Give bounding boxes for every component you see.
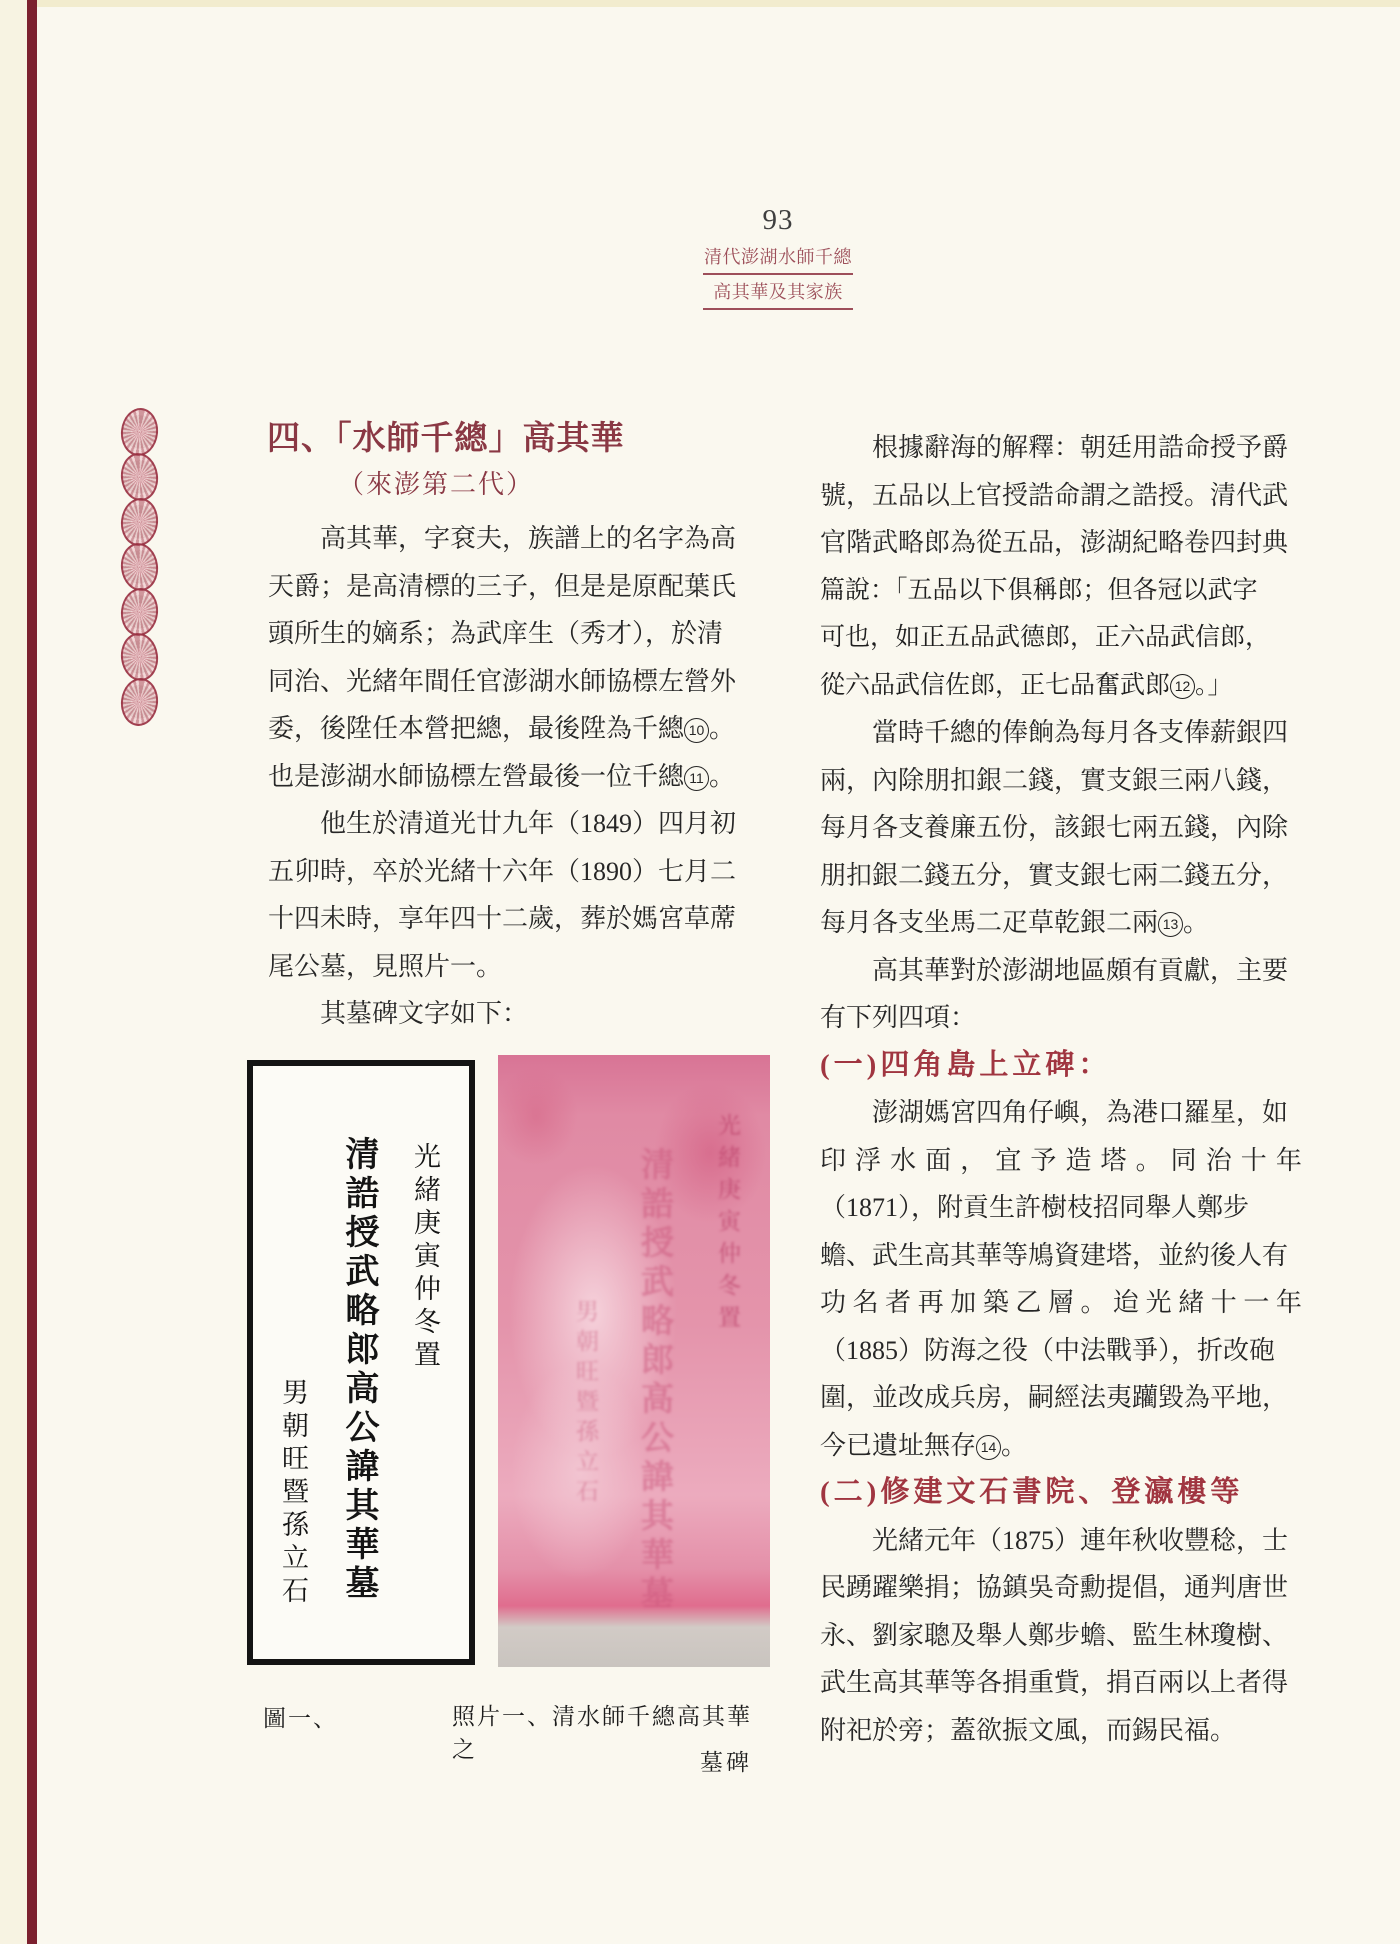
- text-line: 當時千總的俸餉為每月各支俸薪銀四: [820, 718, 1289, 747]
- oval-seal-stamp-icon: [119, 406, 161, 458]
- text-line: 可也，如正五品武德郎，正六品武信郎，: [820, 624, 1271, 651]
- text-line: 官階武略郎為從五品，澎湖紀略卷四封典: [820, 528, 1289, 557]
- photo-faint-inscription-right: 光緒庚寅仲冬置: [715, 1113, 740, 1337]
- running-header-line1: 清代澎湖水師千總: [703, 243, 853, 275]
- tombstone-title-column: 清誥授武略郎高公諱其華墓: [340, 1136, 377, 1604]
- photo-faint-inscription-left: 男朝旺暨孫立石: [573, 1299, 598, 1509]
- text-line: 委，後陞任本營把總，最後陞為千總 10 。: [268, 714, 736, 743]
- text-line: 篇說：「五品以下俱稱郎；但各冠以武字: [820, 576, 1258, 604]
- text-line: 今已遺址無存 14 。: [820, 1430, 1028, 1460]
- text-line: 尾公墓，見照片一。: [268, 951, 503, 981]
- text-line: 五卯時，卒於光緒十六年（1890）七月二: [268, 856, 737, 886]
- left-red-rule: [27, 0, 37, 1944]
- text-line: 朋扣銀二錢五分，實支銀七兩二錢五分，: [820, 860, 1289, 890]
- text-line: 同治、光緒年間任官澎湖水師協標左營外: [268, 666, 737, 696]
- text-line: 蟾、武生高其華等鳩資建塔，並約後人有: [820, 1240, 1289, 1270]
- right-text-column: [820, 424, 1302, 1754]
- text-line: 附祀於旁；蓋欲振文風，而錫民福。: [820, 1715, 1237, 1745]
- text-line: 永、劉家聰及舉人鄭步蟾、監生林瓊樹、: [820, 1620, 1289, 1650]
- scan-edge-top: [0, 0, 1400, 7]
- text-line: （1871），附貢生許樹枝招同舉人鄭步: [820, 1193, 1250, 1222]
- text-line: 民踴躍樂捐；協鎮吳奇勳提倡，通判唐世: [820, 1573, 1289, 1602]
- left-text-column: [268, 515, 746, 1038]
- text-line: 根據辭海的解釋：朝廷用誥命授予爵: [820, 433, 1289, 462]
- text-line: 武生高其華等各捐重貲，捐百兩以上者得: [820, 1668, 1289, 1697]
- scan-edge-left: [0, 0, 27, 1944]
- text-line: 每月各支坐馬二疋草乾銀二兩 13 。: [820, 908, 1210, 937]
- oval-seal-stamp-icon: [119, 586, 161, 638]
- photo-caption-line1: 照片一、清水師千總高其華之: [452, 1704, 752, 1762]
- text-line: (二)修建文石書院、登瀛樓等: [820, 1476, 1244, 1508]
- figure-label: 圖一、: [263, 1706, 338, 1731]
- oval-seal-stamp-icon: [118, 541, 161, 593]
- running-header: [703, 243, 853, 310]
- text-line: 號，五品以上官授誥命謂之誥授。清代武: [820, 480, 1289, 510]
- text-line: 光緒元年（1875）連年秋收豐稔，士: [820, 1525, 1289, 1555]
- tombstone-inscription-box: [247, 1060, 475, 1665]
- text-line: 有下列四項：: [820, 1003, 977, 1032]
- text-line: 兩，內除朋扣銀二錢，實支銀三兩八錢，: [820, 765, 1289, 795]
- text-line: 十四未時，享年四十二歲，葬於媽宮草蓆: [268, 904, 737, 933]
- text-line: 高其華對於澎湖地區頗有貢獻，主要: [820, 955, 1289, 985]
- section-title: 四、「水師千總」高其華: [267, 421, 625, 457]
- running-header-line2: 高其華及其家族: [703, 278, 853, 310]
- photo-faint-inscription-center: 清誥授武略郎高公諱其華墓: [636, 1147, 672, 1615]
- text-line: 他生於清道光廿九年（1849）四月初: [268, 809, 737, 838]
- oval-seal-stamp-icon: [119, 496, 161, 548]
- tombstone-date-column: 光緒庚寅仲冬置: [410, 1142, 440, 1373]
- page-number: 93: [762, 204, 794, 236]
- tombstone-erectors-column: 男朝旺暨孫立石: [278, 1378, 308, 1609]
- section-subtitle: （來澎第二代）: [338, 470, 535, 499]
- text-line: 也是澎湖水師協標左營最後一位千總 11 。: [268, 761, 736, 791]
- text-line: 每月各支養廉五份，該銀七兩五錢，內除: [820, 813, 1289, 842]
- oval-seal-stamp-icon: [119, 676, 161, 728]
- text-line: 功 名 者 再 加 築 乙 層 。 迨 光 緒 十 一 年: [820, 1288, 1302, 1317]
- text-line: 高其華，字袞夫，族譜上的名字為高: [268, 524, 737, 553]
- text-line: （1885）防海之役（中法戰爭），折改砲: [820, 1335, 1276, 1365]
- text-line: 天爵；是高清標的三子，但是是原配葉氏: [268, 571, 737, 601]
- photo-caption-line2: 墓碑: [700, 1750, 752, 1775]
- text-line: 圍，並改成兵房，嗣經法夷躪毀為平地，: [820, 1383, 1289, 1412]
- tombstone-photo: [498, 1055, 770, 1667]
- text-line: 其墓碑文字如下：: [268, 999, 529, 1028]
- text-line: 從六品武信佐郎，正七品奮武郎 12 。」: [820, 671, 1233, 699]
- text-line: 印 浮 水 面 ， 宜 予 造 塔 。 同 治 十 年: [820, 1145, 1302, 1175]
- oval-seal-stamp-icon: [118, 631, 161, 683]
- oval-seal-stamp-icon: [118, 451, 161, 503]
- text-line: 澎湖媽宮四角仔嶼，為港口羅星，如: [820, 1098, 1289, 1127]
- text-line: 頭所生的嫡系；為武庠生（秀才），於清: [268, 619, 724, 648]
- text-line: (一)四角島上立碑：: [820, 1048, 1112, 1081]
